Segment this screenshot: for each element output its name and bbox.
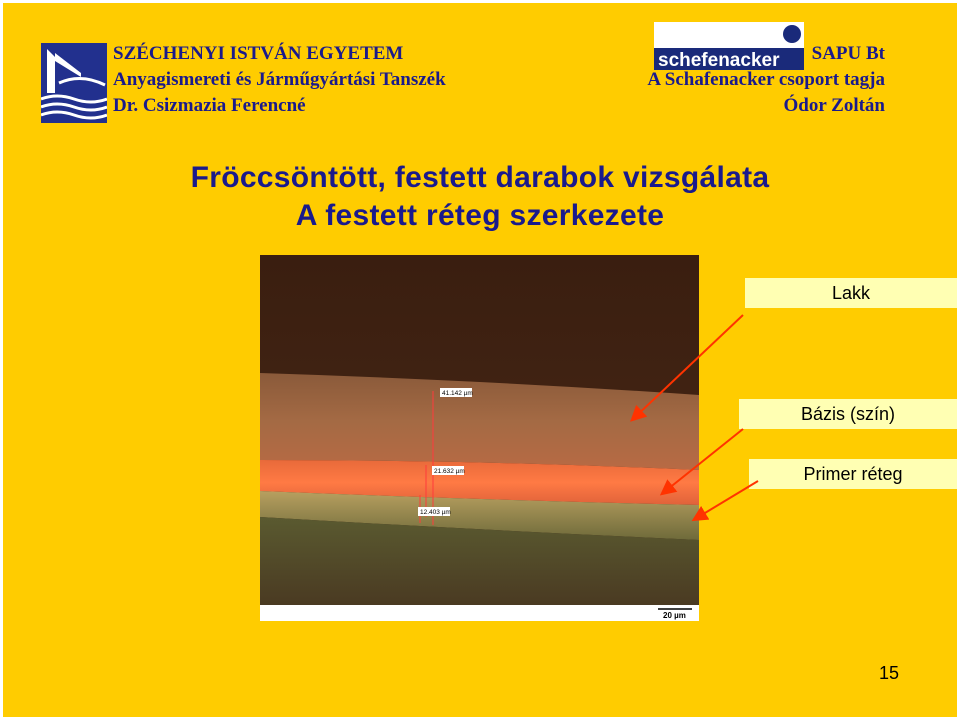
label-primer: Primer réteg: [749, 459, 957, 489]
author-right: Ódor Zoltán: [783, 95, 885, 116]
measurement-3: 12.403 µm: [420, 509, 451, 516]
page-number: 15: [878, 663, 899, 683]
micrograph-image: [260, 255, 699, 621]
schefenacker-logo: [654, 22, 804, 70]
slide-title-line2: A festett réteg szerkezete: [295, 199, 665, 232]
scale-bar-label: 20 µm: [663, 611, 686, 620]
department-name: Anyagismereti és Járműgyártási Tanszék: [113, 69, 446, 90]
university-logo: [41, 43, 107, 123]
measurement-1: 41.142 µm: [442, 390, 473, 397]
company-name: SAPU Bt: [811, 43, 885, 64]
slide-title-line1: Fröccsöntött, festett darabok vizsgálata: [190, 161, 770, 194]
logo-wordmark: schefenacker: [658, 50, 780, 70]
author-left: Dr. Csizmazia Ferencné: [113, 95, 306, 116]
company-group: A Schafenacker csoport tagja: [647, 69, 885, 90]
label-bazis: Bázis (szín): [739, 399, 957, 429]
label-lakk: Lakk: [745, 278, 957, 308]
measurement-2: 21.632 µm: [434, 468, 465, 475]
university-name: SZÉCHENYI ISTVÁN EGYETEM: [113, 43, 404, 64]
slide: [3, 3, 957, 717]
